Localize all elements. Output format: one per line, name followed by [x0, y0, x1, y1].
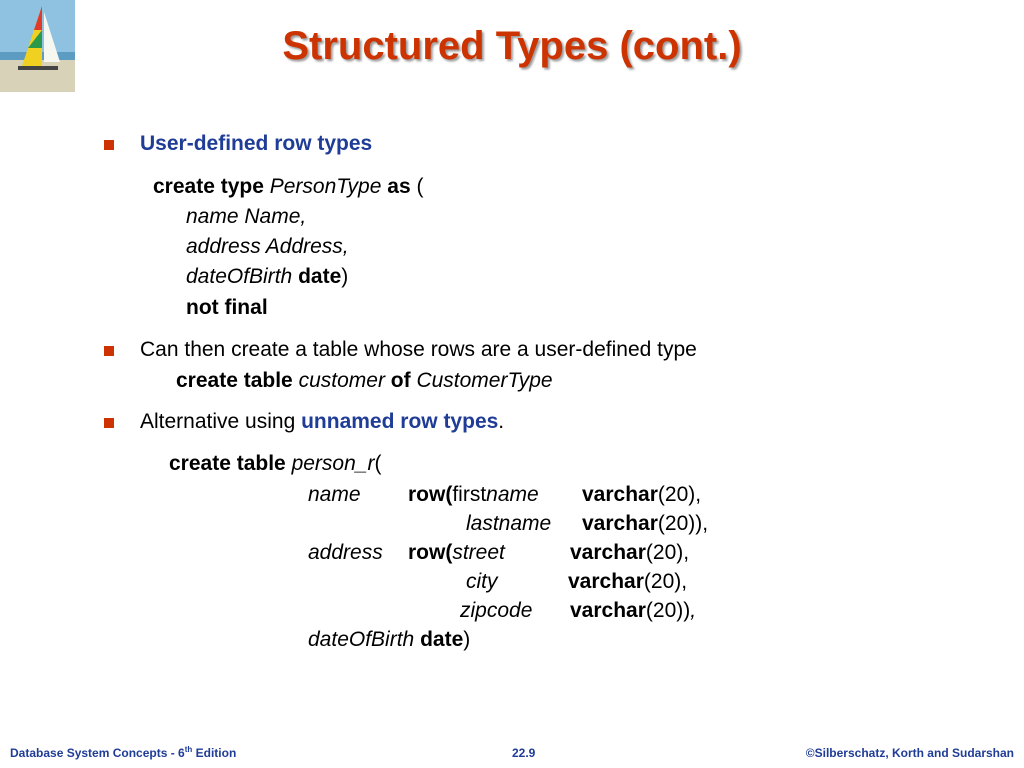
keyword: varchar	[582, 512, 658, 535]
type-name: PersonType	[269, 175, 382, 198]
code-line-dob	[308, 627, 470, 653]
text: first	[452, 483, 487, 506]
bullet-marker-3	[104, 418, 114, 428]
keyword: varchar	[570, 599, 646, 622]
bullet-marker-2	[104, 346, 114, 356]
attr-name: dateOfBirth	[308, 628, 415, 651]
row-street	[408, 540, 505, 566]
code-line-attr-address: address Address,	[186, 235, 349, 258]
bullet-text-unnamed-row-types	[140, 409, 504, 435]
type-varchar	[568, 569, 687, 595]
footer-book-title	[10, 745, 236, 760]
paren: (	[416, 175, 424, 198]
attr-address-label: address	[308, 541, 383, 564]
row-firstname	[408, 482, 539, 508]
keyword: row(	[408, 483, 453, 506]
code-line-create-table-person	[169, 451, 381, 477]
text: (20)),	[657, 512, 709, 535]
bullet-text-create-table: Can then create a table whose rows are a user-defined type	[140, 338, 697, 361]
text: Edition	[192, 746, 237, 760]
field-street: street	[452, 541, 505, 564]
code-line-attr-name: name Name,	[186, 205, 307, 228]
text: .	[498, 410, 505, 433]
paren: (	[374, 452, 382, 475]
keyword: varchar	[570, 541, 646, 564]
keyword: row(	[408, 541, 453, 564]
attr-type: date	[298, 265, 342, 288]
text: name	[486, 483, 539, 506]
paren: )	[463, 628, 471, 651]
keyword: of	[390, 369, 411, 392]
keyword: create table	[169, 452, 286, 475]
code-line-attr-dob	[186, 264, 348, 290]
type-varchar	[570, 598, 696, 624]
field-lastname: lastname	[466, 512, 552, 535]
code-line-create-table-customer	[176, 368, 553, 394]
attr-name: dateOfBirth	[186, 265, 293, 288]
code-line-create-type	[153, 174, 423, 200]
slide-title: Structured Types (cont.)	[282, 24, 742, 68]
bullet-heading-row-types: User-defined row types	[140, 132, 373, 155]
text: Database System Concepts - 6	[10, 746, 185, 760]
paren: )	[341, 265, 349, 288]
footer-slide-number: 22.9	[512, 746, 536, 760]
text: Alternative using	[140, 410, 302, 433]
keyword: varchar	[582, 483, 658, 506]
table-name: person_r	[291, 452, 375, 475]
bullet-marker-1	[104, 140, 114, 150]
attr-name-label: name	[308, 483, 361, 506]
keyword: create table	[176, 369, 293, 392]
text: (20))	[645, 599, 691, 622]
type-varchar	[582, 511, 708, 537]
text: (20),	[643, 570, 688, 593]
field-zipcode: zipcode	[460, 599, 533, 622]
code-line-not-final: not final	[186, 296, 268, 319]
highlight-text: unnamed row types	[301, 410, 499, 433]
text: (20),	[657, 483, 702, 506]
text: (20),	[645, 541, 690, 564]
field-city: city	[466, 570, 498, 593]
footer-copyright: ©Silberschatz, Korth and Sudarshan	[805, 746, 1014, 760]
keyword: varchar	[568, 570, 644, 593]
type-varchar	[582, 482, 701, 508]
keyword: date	[420, 628, 464, 651]
type-name: CustomerType	[416, 369, 553, 392]
superscript: th	[184, 745, 193, 754]
keyword: as	[387, 175, 411, 198]
text: ,	[690, 599, 697, 622]
table-name: customer	[298, 369, 385, 392]
keyword: create type	[153, 175, 264, 198]
type-varchar	[570, 540, 689, 566]
